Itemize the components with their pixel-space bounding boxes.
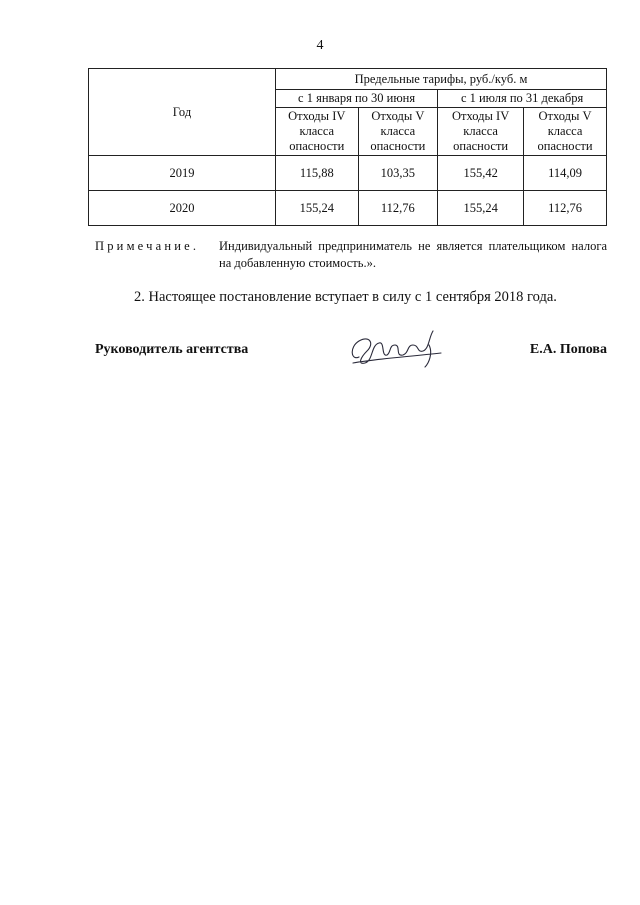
table-row bbox=[89, 191, 607, 226]
class-header-line: опасности bbox=[453, 139, 509, 153]
class-header-line: опасности bbox=[289, 139, 345, 153]
signatory-title: Руководитель агентства bbox=[95, 342, 249, 357]
tariffs-header: Предельные тарифы, руб./куб. м bbox=[276, 69, 607, 90]
class-header-v-first bbox=[358, 108, 438, 156]
note-label: Примечание. bbox=[95, 239, 200, 253]
class-header-line: класса bbox=[299, 124, 335, 138]
class-header-line: Отходы IV bbox=[288, 109, 346, 123]
tariff-cell: 112,76 bbox=[358, 191, 438, 226]
page-number: 4 bbox=[316, 38, 324, 53]
class-header-line: опасности bbox=[370, 139, 426, 153]
note-text: Индивидуальный предприниматель не является плательщиком налога на добавленную стоимость.». bbox=[219, 239, 607, 270]
tariff-cell: 155,42 bbox=[438, 156, 524, 191]
tariff-table bbox=[88, 68, 607, 226]
period-header-second-half: с 1 июля по 31 декабря bbox=[438, 90, 607, 108]
handwritten-signature bbox=[345, 323, 445, 378]
tariff-cell: 103,35 bbox=[358, 156, 438, 191]
class-header-line: класса bbox=[380, 124, 416, 138]
year-cell: 2019 bbox=[89, 156, 276, 191]
class-header-line: Отходы IV bbox=[452, 109, 510, 123]
table-header-row bbox=[89, 69, 607, 90]
class-header-line: Отходы V bbox=[538, 109, 592, 123]
class-header-v-second bbox=[524, 108, 607, 156]
period-header-first-half: с 1 января по 30 июня bbox=[276, 90, 438, 108]
year-cell: 2020 bbox=[89, 191, 276, 226]
table-row bbox=[89, 156, 607, 191]
tariff-cell: 155,24 bbox=[438, 191, 524, 226]
class-header-line: опасности bbox=[537, 139, 593, 153]
signatory-name: Е.А. Попова bbox=[529, 342, 607, 357]
class-header-line: класса bbox=[463, 124, 498, 138]
effective-date-paragraph: 2. Настоящее постановление вступает в силу с 1 сентября 2018 года. bbox=[134, 289, 557, 305]
class-header-line: Отходы V bbox=[371, 109, 425, 123]
class-header-iv-first bbox=[276, 108, 359, 156]
year-column-header: Год bbox=[89, 69, 276, 156]
class-header-line: класса bbox=[547, 124, 583, 138]
tariff-cell: 114,09 bbox=[524, 156, 607, 191]
tariff-cell: 115,88 bbox=[276, 156, 359, 191]
tariff-cell: 112,76 bbox=[524, 191, 607, 226]
tariff-cell: 155,24 bbox=[276, 191, 359, 226]
class-header-iv-second bbox=[438, 108, 524, 156]
